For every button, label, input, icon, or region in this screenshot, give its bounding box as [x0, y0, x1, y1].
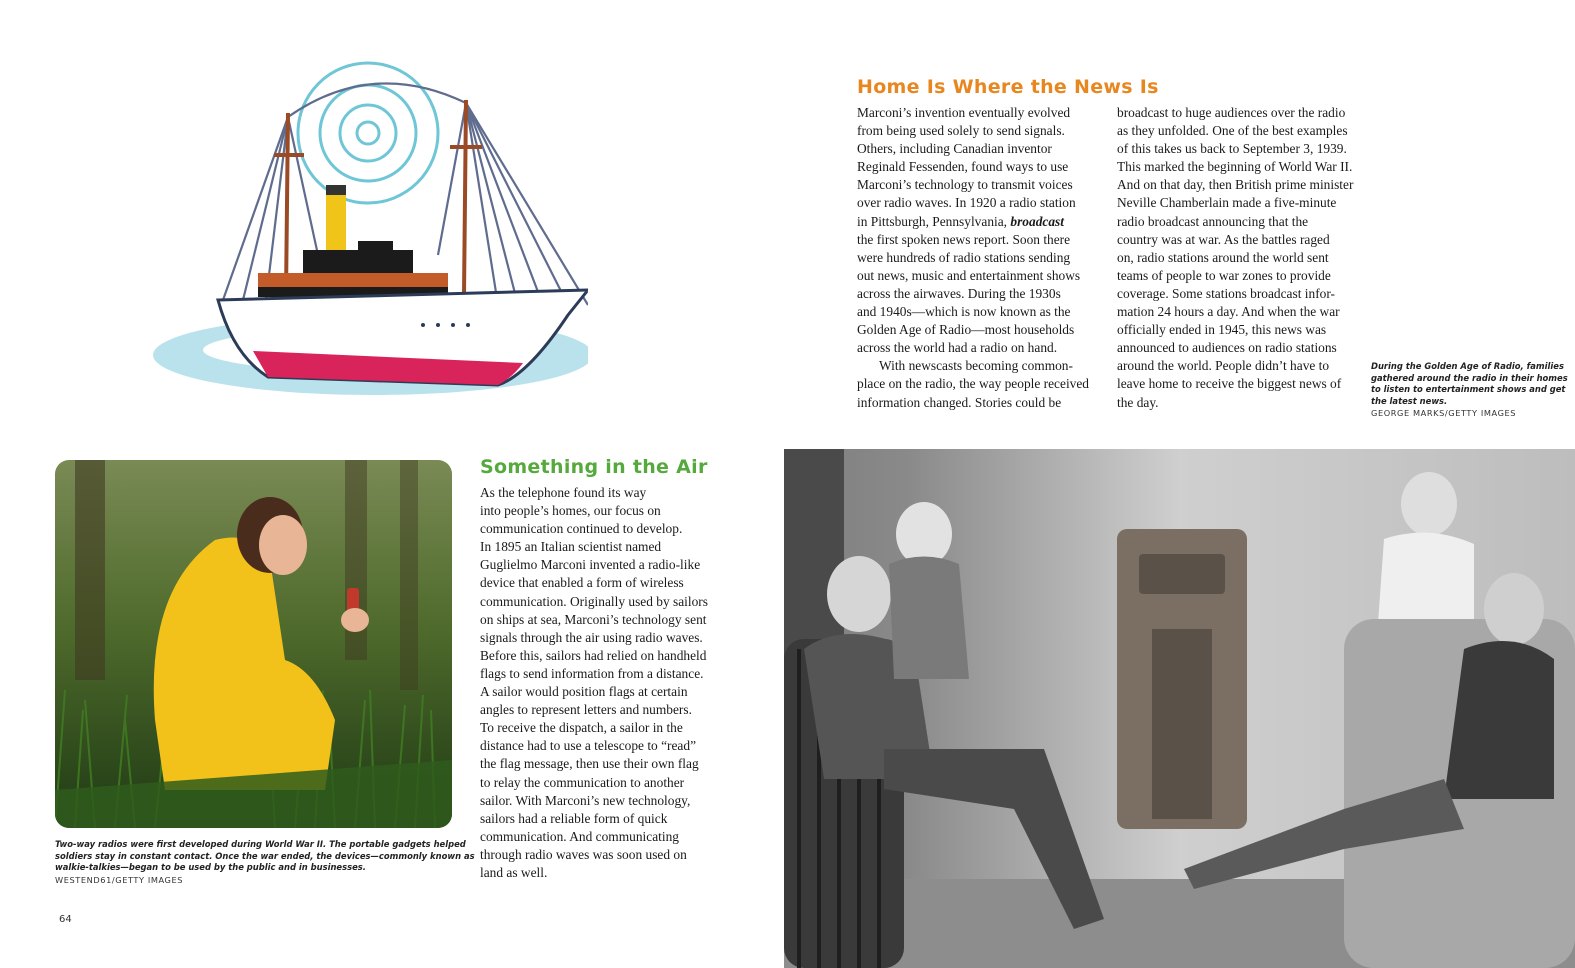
- text-line: And on that day, then British prime minister: [1117, 177, 1354, 193]
- text-fragment: in Pittsburgh, Pennsylvania,: [857, 213, 1008, 229]
- text-line: information changed. Stories could be: [857, 394, 1062, 410]
- text-line: through radio waves was soon used on: [480, 846, 687, 862]
- text-line: over radio waves. In 1920 a radio station: [857, 195, 1076, 211]
- home-section-heading: Home Is Where the News Is: [857, 76, 1159, 98]
- text-line: officially ended in 1945, this news was: [1117, 322, 1327, 338]
- text-line: country was at war. As the battles raged: [1117, 231, 1330, 247]
- emphasized-term: broadcast: [1010, 213, 1064, 229]
- caption-text: [1371, 361, 1571, 407]
- photo-credit: GEORGE MARKS/GETTY IMAGES: [1371, 408, 1517, 419]
- home-section-column-1: [857, 104, 1107, 412]
- text-line: Others, including Canadian inventor: [857, 141, 1052, 157]
- caption-line: families gathered around the radio in: [1371, 361, 1564, 383]
- ship-drawing: [148, 55, 588, 405]
- text-line: teams of people to war zones to provide: [1117, 267, 1331, 283]
- text-line: As the telephone found its way: [480, 485, 647, 500]
- text-line: distance had to use a telescope to “read”: [480, 738, 697, 754]
- caption-line: shows and get the latest news.: [1371, 384, 1566, 406]
- caption-line: During the Golden Age of Radio,: [1371, 361, 1524, 371]
- text-line: Golden Age of Radio—most households: [857, 322, 1075, 338]
- girl-walkie-talkie-photo: [55, 460, 452, 828]
- girl-photo-caption: [55, 839, 475, 885]
- text-line: on, radio stations around the world sent: [1117, 249, 1329, 265]
- text-line: flags to send information from a distance.: [480, 665, 704, 681]
- text-line: signals through the air using radio waves.: [480, 629, 703, 645]
- text-line: were hundreds of radio stations sending: [857, 249, 1071, 265]
- text-line: A sailor would position flags at certain: [480, 684, 688, 700]
- radio-photo-caption: [1371, 361, 1571, 418]
- text-line: This marked the beginning of World War II.: [1117, 159, 1353, 175]
- text-line: on ships at sea, Marconi’s technology sent: [480, 611, 707, 627]
- text-line: Before this, sailors had relied on handheld: [480, 647, 707, 663]
- air-section-text: [480, 484, 740, 882]
- air-section-heading: Something in the Air: [480, 456, 708, 478]
- text-line: around the world. People didn’t have to: [1117, 358, 1330, 374]
- caption-line: their homes to listen to entertainment: [1371, 372, 1568, 395]
- text-line: device that enabled a form of wireless: [480, 575, 684, 591]
- text-line: to relay the communication to another: [480, 774, 685, 790]
- text-line: sailors had a reliable form of quick: [480, 810, 668, 826]
- text-line: mation 24 hours a day. And when the war: [1117, 304, 1340, 320]
- text-line: across the airwaves. During the 1930s: [857, 285, 1061, 301]
- text-line: the first spoken news report. Soon there: [857, 231, 1071, 247]
- family-radio-photo: [784, 449, 1575, 968]
- text-line: To receive the dispatch, a sailor in the: [480, 720, 683, 736]
- text-line: Guglielmo Marconi invented a radio-like: [480, 557, 701, 573]
- text-line: the day.: [1117, 394, 1159, 410]
- caption-line: walkie-talkies—began to be used by the public and in businesses.: [55, 862, 366, 873]
- text-line: into people’s homes, our focus on: [480, 503, 661, 519]
- text-line: out news, music and entertainment shows: [857, 267, 1081, 283]
- text-line: as they unfolded. One of the best examples: [1117, 123, 1348, 139]
- text-line: broadcast to huge audiences over the radio: [1117, 105, 1346, 120]
- text-line: radio broadcast announcing that the: [1117, 213, 1309, 229]
- caption-text: [55, 839, 475, 874]
- text-line: place on the radio, the way people received: [857, 376, 1089, 392]
- text-line: the flag message, then use their own flag: [480, 756, 699, 772]
- text-line: Reginald Fessenden, found ways to use: [857, 159, 1069, 175]
- text-line: across the world had a radio on hand.: [857, 340, 1058, 356]
- caption-line: Two-way radios were first developed during World War II. The portable gadgets helped: [55, 839, 466, 849]
- photo-placeholder: [784, 449, 1575, 968]
- photo-credit: WESTEND61/GETTY IMAGES: [55, 874, 184, 885]
- text-line: and 1940s—which is now known as the: [857, 304, 1071, 320]
- funnel: [326, 193, 346, 253]
- text-line: Marconi’s technology to transmit voices: [857, 177, 1073, 193]
- text-line: of this takes us back to September 3, 1939.: [1117, 141, 1347, 157]
- text-line: leave home to receive the biggest news of: [1117, 376, 1342, 392]
- text-line: Marconi’s invention eventually evolved: [857, 105, 1071, 120]
- page-number: 64: [59, 914, 72, 925]
- text-line: With newscasts becoming common-: [879, 358, 1073, 374]
- text-line: communication. Originally used by sailors: [480, 593, 708, 609]
- text-line: angles to represent letters and numbers.: [480, 702, 692, 718]
- text-line: Neville Chamberlain made a five-minute: [1117, 195, 1337, 211]
- text-line: land as well.: [480, 864, 548, 880]
- text-line: [857, 213, 1107, 231]
- caption-line: soldiers stay in constant contact. Once the war ended, the devices—commonly known as: [55, 850, 475, 861]
- photo-placeholder: [55, 460, 452, 828]
- text-line: sailor. With Marconi’s new technology,: [480, 792, 691, 808]
- text-line: coverage. Some stations broadcast infor-: [1117, 285, 1336, 301]
- ship-illustration: [148, 55, 588, 405]
- text-line: from being used solely to send signals.: [857, 123, 1065, 139]
- home-section-column-2: [1117, 104, 1367, 412]
- text-line: communication continued to develop.: [480, 521, 683, 537]
- text-line: announced to audiences on radio stations: [1117, 340, 1337, 356]
- text-line: communication. And communicating: [480, 828, 679, 844]
- text-line: In 1895 an Italian scientist named: [480, 539, 662, 555]
